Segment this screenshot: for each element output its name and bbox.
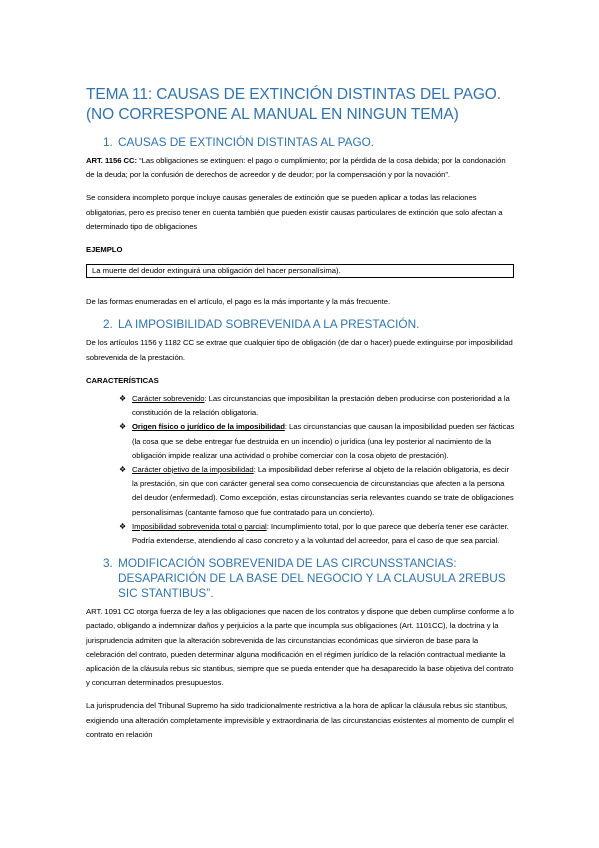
article-label: ART. 1156 CC: [86, 156, 138, 165]
item-text: : La imposibilidad deber referirse al objeto de la relación obligatoria, es decir la prestación, sin que con carácter general sea como consecuencia de circunstancias que afecten a la persona del deudor (enfermedad). Como excepción, estas circunstancias sería relevantes cuando se trate de obligaciones personalísimas (cantante famoso que fue contratado para un concierto). [132, 465, 514, 517]
section-title: LA IMPOSIBILIDAD SOBREVENIDA A LA PRESTACIÓN. [118, 317, 420, 332]
diamond-bullet-icon: ❖ [119, 422, 127, 432]
article-paragraph [86, 154, 516, 182]
section-number: 3. [103, 556, 113, 571]
body-paragraph: ART. 1091 CC otorga fuerza de ley a las obligaciones que nacen de los contratos y dispone que deben cumplirse conforme a lo pactado, obligando a indemnizar daños y perjuicios a la parte que incumpla sus obligaciones (Art. 1101CC), la doctrina y la jurisprudencia admiten que la alteración sobrevenida de las circunstancias económicas que sirvieron de base para la celebración del contrato, pueden determinar alguna modificación en el régimen jurídico de la relación contractual mediante la aplicación de la cláusula rebus sic stantibus, siempre que se pueda entender que ha desaparecido la base objetiva del contrato y concurran determinados presupuestos. [86, 607, 514, 688]
page-title: TEMA 11: CAUSAS DE EXTINCIÓN DISTINTAS DEL PAGO. (NO CORRESPONE AL MANUAL EN NINGUN TEMA) [86, 86, 501, 123]
body-paragraph: La jurisprudencia del Tribunal Supremo ha sido tradicionalmente restrictiva a la hora de aplicar la cláusula rebus sic stantibus, exigiendo una alteración completamente imprevisible y extraordinaria de las circunstancias existentes al momento de cumplir el contrato en relación [86, 701, 514, 739]
section-2-heading [86, 317, 516, 332]
item-term: Carácter objetivo de la imposibilidad [132, 465, 254, 475]
closing-paragraph: De las formas enumeradas en el artículo, el pago es la más importante y la más frecuente. [86, 297, 391, 307]
example-text: La muerte del deudor extinguirá una obligación del hacer personalísima). [92, 266, 341, 276]
list-item [119, 520, 516, 548]
section-title: MODIFICACIÓN SOBREVENIDA DE LAS CIRCUNSSTANCIAS: DESAPARICIÓN DE LA BASE DEL NEGOCIO Y LA CLAUSULA 2REBUS SIC STANTIBUS”. [118, 556, 506, 601]
list-item [119, 420, 516, 463]
item-text: : Las circunstancias que causan la imposibilidad pueden ser fácticas (la cosa que se debe entregar fue destruida en un incendio) o jurídica (una ley posterior al nacimiento de la obligación impide realizar una actividad o prohibe comerciar con la cosa objeto de prestación). [132, 422, 515, 460]
example-label: EJEMPLO [86, 245, 123, 255]
diamond-bullet-icon: ❖ [119, 521, 127, 531]
item-text: : Las circunstancias que imposibilitan la prestación deben producirse con posterioridad a la constitución de la relación obligatoria. [132, 394, 510, 418]
item-text: : Incumplimiento total, por lo que parece que debería tener ese carácter. Podría extenderse, atendiendo al caso concreto y a la voluntad del acreedor, para el caso de que sea parcial. [132, 521, 509, 546]
section-number: 2. [103, 317, 113, 332]
diamond-bullet-icon: ❖ [119, 394, 127, 404]
characteristics-label: CARACTERÍSTICAS [86, 375, 159, 385]
intro-paragraph: De los artículos 1156 y 1182 CC se extrae que cualquier tipo de obligación (de dar o hacer) puede extinguirse por imposibilidad sobrevenida de la prestación. [86, 338, 513, 362]
item-term: Carácter sobrevenido [132, 394, 205, 404]
diamond-bullet-icon: ❖ [119, 465, 127, 475]
item-term: Origen físico o jurídico de la imposibilidad [132, 422, 285, 432]
body-paragraph: Se considera incompleto porque incluye causas generales de extinción que se pueden aplicar a todas las relaciones obligatorias, pero es preciso tener en cuenta también que pueden existir causas particulares de extinción que solo afectan a determinado tipo de obligaciones [86, 193, 503, 231]
list-item [119, 392, 516, 420]
example-box [86, 264, 514, 278]
list-item [119, 463, 516, 520]
section-1-heading [86, 135, 516, 150]
characteristics-list [86, 392, 516, 548]
document-page [86, 85, 516, 742]
section-title: CAUSAS DE EXTINCIÓN DISTINTAS AL PAGO. [118, 135, 375, 149]
section-number: 1. [103, 135, 113, 149]
item-term: Imposibilidad sobrevenida total o parcial [132, 521, 267, 531]
section-3-heading [86, 556, 516, 601]
article-text: “Las obligaciones se extinguen: el pago o cumplimiento; por la pérdida de la cosa debida; por la condonación de la deuda; por la confusión de derechos de acreedor y de deudor; por la compensación y por la novación”. [86, 156, 506, 180]
